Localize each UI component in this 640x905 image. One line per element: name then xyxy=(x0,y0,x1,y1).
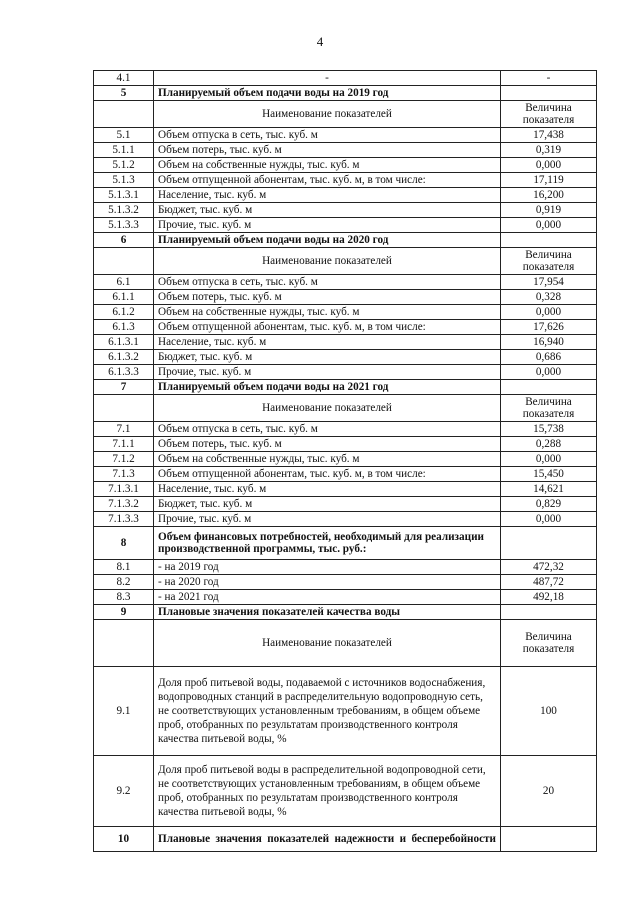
row-number: 5.1.1 xyxy=(94,143,154,158)
row-value: 0,000 xyxy=(501,218,597,233)
row-value: 15,450 xyxy=(501,467,597,482)
table-row xyxy=(94,365,597,380)
row-number: 6.1 xyxy=(94,275,154,290)
row-number: 6.1.2 xyxy=(94,305,154,320)
table-row xyxy=(94,128,597,143)
row-number: 5.1 xyxy=(94,128,154,143)
row-value: 20 xyxy=(501,756,597,827)
row-number: 9.1 xyxy=(94,667,154,756)
row-value: 17,954 xyxy=(501,275,597,290)
section-title: Объем финансовых потребностей, необходимый для реализации производственной программы, тыс. руб.: xyxy=(154,527,501,560)
row-name: Прочие, тыс. куб. м xyxy=(154,512,501,527)
row-name: Объем потерь, тыс. куб. м xyxy=(154,437,501,452)
section-title: Планируемый объем подачи воды на 2021 год xyxy=(154,380,501,395)
table-row xyxy=(94,188,597,203)
table-row xyxy=(94,218,597,233)
table-row xyxy=(94,305,597,320)
column-header-name: Наименование показателей xyxy=(154,101,501,128)
row-number: 5.1.3.2 xyxy=(94,203,154,218)
column-header-number xyxy=(94,101,154,128)
section-value-cell xyxy=(501,605,597,620)
row-value: 17,438 xyxy=(501,128,597,143)
table-row xyxy=(94,86,597,101)
row-name: Доля проб питьевой воды, подаваемой с источников водоснабжения, водопроводных станций в распределительную водопроводную сеть, не соответствующих установленным требованиям, в общем объеме проб, отобранных по результатам производственного контроля качества питьевой воды, % xyxy=(154,667,501,756)
table-row xyxy=(94,350,597,365)
row-name: Бюджет, тыс. куб. м xyxy=(154,350,501,365)
row-value: 492,18 xyxy=(501,590,597,605)
row-value: 16,940 xyxy=(501,335,597,350)
column-header-value: Величина показателя xyxy=(501,248,597,275)
table-row xyxy=(94,320,597,335)
section-number: 8 xyxy=(94,527,154,560)
table-row xyxy=(94,233,597,248)
table-row xyxy=(94,143,597,158)
table-row xyxy=(94,335,597,350)
row-name: Объем на собственные нужды, тыс. куб. м xyxy=(154,158,501,173)
row-number: 7.1.1 xyxy=(94,437,154,452)
table-row xyxy=(94,380,597,395)
row-number: 8.1 xyxy=(94,560,154,575)
section-number: 6 xyxy=(94,233,154,248)
table-row xyxy=(94,560,597,575)
row-name: Объем на собственные нужды, тыс. куб. м xyxy=(154,452,501,467)
table-row xyxy=(94,497,597,512)
row-value: 0,686 xyxy=(501,350,597,365)
row-value: 15,738 xyxy=(501,422,597,437)
table-row xyxy=(94,101,597,128)
column-header-value: Величина показателя xyxy=(501,101,597,128)
column-header-number xyxy=(94,248,154,275)
column-header-value: Величина показателя xyxy=(501,620,597,667)
row-value: 16,200 xyxy=(501,188,597,203)
row-value: 0,000 xyxy=(501,158,597,173)
row-name: - на 2021 год xyxy=(154,590,501,605)
table-row xyxy=(94,173,597,188)
table-row xyxy=(94,667,597,756)
section-value-cell xyxy=(501,380,597,395)
row-number: 7.1.3 xyxy=(94,467,154,482)
table-row xyxy=(94,482,597,497)
row-name: Прочие, тыс. куб. м xyxy=(154,365,501,380)
row-value: 0,000 xyxy=(501,365,597,380)
row-number: 6.1.3.2 xyxy=(94,350,154,365)
row-number: 5.1.3.3 xyxy=(94,218,154,233)
section-value-cell xyxy=(501,233,597,248)
row-name: Объем отпущенной абонентам, тыс. куб. м, в том числе: xyxy=(154,320,501,335)
table-row xyxy=(94,756,597,827)
row-value: 0,319 xyxy=(501,143,597,158)
table-body xyxy=(94,71,597,852)
program-table xyxy=(93,70,597,852)
row-number: 8.3 xyxy=(94,590,154,605)
row-number: 6.1.3.3 xyxy=(94,365,154,380)
row-number: 7.1.3.3 xyxy=(94,512,154,527)
section-number: 10 xyxy=(94,827,154,852)
table-row xyxy=(94,827,597,852)
row-name: Объем потерь, тыс. куб. м xyxy=(154,143,501,158)
section-number: 9 xyxy=(94,605,154,620)
section-value-cell xyxy=(501,827,597,852)
page-number: 4 xyxy=(316,34,324,49)
row-number: 5.1.2 xyxy=(94,158,154,173)
section-title: Планируемый объем подачи воды на 2020 год xyxy=(154,233,501,248)
row-value: 487,72 xyxy=(501,575,597,590)
row-number: 5.1.3.1 xyxy=(94,188,154,203)
table-row xyxy=(94,590,597,605)
row-number: 6.1.1 xyxy=(94,290,154,305)
column-header-number xyxy=(94,395,154,422)
column-header-name: Наименование показателей xyxy=(154,248,501,275)
table-row xyxy=(94,437,597,452)
row-name: Население, тыс. куб. м xyxy=(154,335,501,350)
row-number: 7.1 xyxy=(94,422,154,437)
row-value: 0,000 xyxy=(501,305,597,320)
row-number: 4.1 xyxy=(94,71,154,86)
section-number: 7 xyxy=(94,380,154,395)
table-row xyxy=(94,203,597,218)
table-row xyxy=(94,467,597,482)
row-value: 100 xyxy=(501,667,597,756)
column-header-name: Наименование показателей xyxy=(154,620,501,667)
row-value: 0,919 xyxy=(501,203,597,218)
row-value: 0,000 xyxy=(501,512,597,527)
row-value: 0,829 xyxy=(501,497,597,512)
row-name: - xyxy=(154,71,501,86)
row-number: 6.1.3 xyxy=(94,320,154,335)
row-value: 472,32 xyxy=(501,560,597,575)
row-name: Объем отпущенной абонентам, тыс. куб. м, в том числе: xyxy=(154,173,501,188)
table-row xyxy=(94,248,597,275)
row-name: Объем на собственные нужды, тыс. куб. м xyxy=(154,305,501,320)
table-row xyxy=(94,452,597,467)
row-number: 9.2 xyxy=(94,756,154,827)
section-title: Планируемый объем подачи воды на 2019 год xyxy=(154,86,501,101)
section-title: Плановые значения показателей надежности и бесперебойности xyxy=(154,827,501,852)
table-row xyxy=(94,620,597,667)
row-name: Прочие, тыс. куб. м xyxy=(154,218,501,233)
table-row xyxy=(94,395,597,422)
row-name: Объем отпуска в сеть, тыс. куб. м xyxy=(154,275,501,290)
row-value: 17,626 xyxy=(501,320,597,335)
row-number: 8.2 xyxy=(94,575,154,590)
table-row xyxy=(94,290,597,305)
row-name: Население, тыс. куб. м xyxy=(154,482,501,497)
row-number: 5.1.3 xyxy=(94,173,154,188)
section-value-cell xyxy=(501,86,597,101)
column-header-name: Наименование показателей xyxy=(154,395,501,422)
row-value: 0,328 xyxy=(501,290,597,305)
row-value: 0,288 xyxy=(501,437,597,452)
row-name: - на 2020 год xyxy=(154,575,501,590)
section-title: Плановые значения показателей качества воды xyxy=(154,605,501,620)
table-row xyxy=(94,422,597,437)
row-name: Бюджет, тыс. куб. м xyxy=(154,203,501,218)
row-value: 14,621 xyxy=(501,482,597,497)
row-value: 17,119 xyxy=(501,173,597,188)
row-name: - на 2019 год xyxy=(154,560,501,575)
row-name: Доля проб питьевой воды в распределительной водопроводной сети, не соответствующих установленным требованиям, в общем объеме проб, отобранных по результатам производственного контроля качества питьевой воды, % xyxy=(154,756,501,827)
row-value: 0,000 xyxy=(501,452,597,467)
table-row xyxy=(94,158,597,173)
table-row xyxy=(94,575,597,590)
table-row xyxy=(94,527,597,560)
section-value-cell xyxy=(501,527,597,560)
column-header-value: Величина показателя xyxy=(501,395,597,422)
table-row xyxy=(94,71,597,86)
column-header-number xyxy=(94,620,154,667)
row-number: 7.1.3.2 xyxy=(94,497,154,512)
table-row xyxy=(94,605,597,620)
row-number: 7.1.3.1 xyxy=(94,482,154,497)
row-number: 6.1.3.1 xyxy=(94,335,154,350)
row-name: Объем отпуска в сеть, тыс. куб. м xyxy=(154,128,501,143)
row-name: Объем отпущенной абонентам, тыс. куб. м, в том числе: xyxy=(154,467,501,482)
row-name: Объем потерь, тыс. куб. м xyxy=(154,290,501,305)
row-name: Бюджет, тыс. куб. м xyxy=(154,497,501,512)
section-number: 5 xyxy=(94,86,154,101)
table-row xyxy=(94,512,597,527)
row-value: - xyxy=(501,71,597,86)
row-name: Население, тыс. куб. м xyxy=(154,188,501,203)
row-number: 7.1.2 xyxy=(94,452,154,467)
row-name: Объем отпуска в сеть, тыс. куб. м xyxy=(154,422,501,437)
table-row xyxy=(94,275,597,290)
